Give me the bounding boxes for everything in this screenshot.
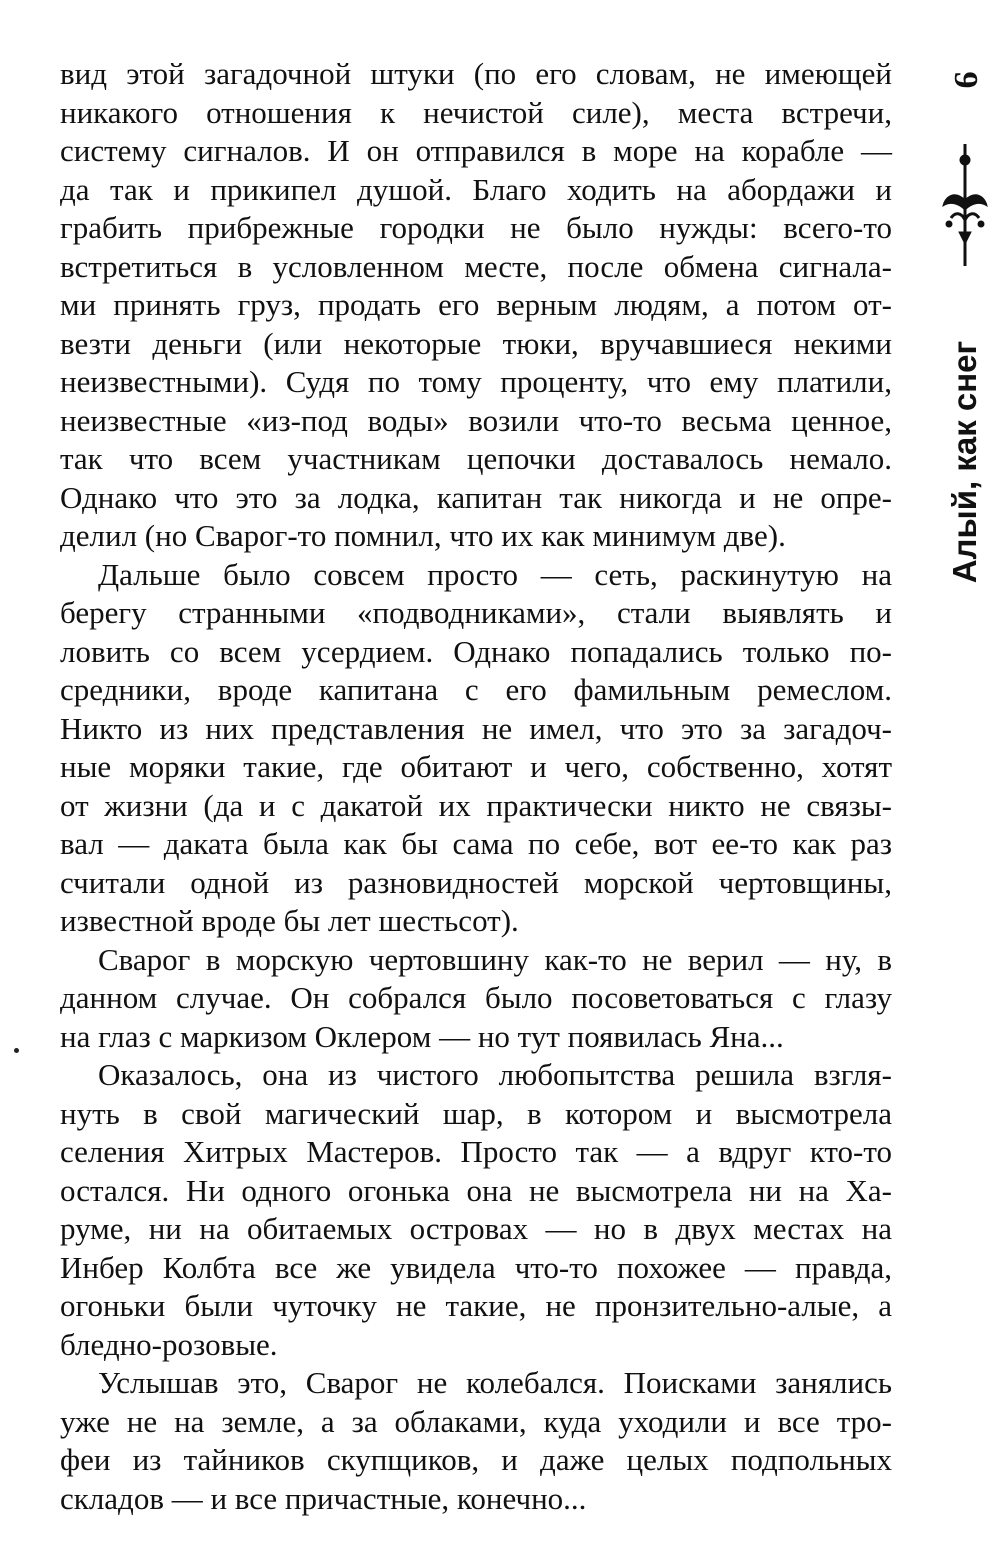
text-line: бледно-розовые. <box>60 1326 278 1362</box>
text-line: складов — и все причастные, конечно... <box>60 1480 587 1516</box>
page-number: 9 <box>947 71 984 89</box>
text-line: Сварог в морскую чертовшину как-то не верил — ну, в <box>98 941 892 977</box>
text-line: Оказалось, она из чистого любопытства решила взгля- <box>98 1057 892 1092</box>
text-line: на глаз с маркизом Оклером — но тут появилась Яна... <box>60 1018 784 1054</box>
text-line: никакого отношения к нечистой силе), места встречи, <box>60 94 892 130</box>
text-line: считали одной из разновидностей морской чертовщины, <box>60 864 892 900</box>
text-line: так что всем участникам цепочки доставалось немало. <box>60 441 892 476</box>
text-line: грабить прибрежные городки не было нужды: всего-то <box>60 210 892 245</box>
body-text <box>60 55 892 1518</box>
text-line: Услышав это, Сварог не колебался. Поисками занялись <box>98 1365 892 1400</box>
text-line: берегу странными «подводниками», стали выявлять и <box>60 595 892 630</box>
text-line: средники, вроде капитана с его фамильным ремеслом. <box>60 672 892 707</box>
text-line: данном случае. Он собрался было посоветоваться с глазу <box>60 980 892 1015</box>
paragraph-3 <box>60 941 892 1057</box>
text-line: вид этой загадочной штуки (по его словам, не имеющей <box>60 56 892 91</box>
running-title: Алый, как снег <box>946 340 983 584</box>
text-line: остался. Ни одного огонька она не высмотрела ни на Ха- <box>60 1172 892 1208</box>
text-line: везти деньги (или некоторые тюки, вручавшиеся некими <box>60 325 892 361</box>
text-line: селения Хитрых Мастеров. Просто так — а вдруг кто-то <box>60 1134 892 1169</box>
text-line: делил (но Сварог-то помнил, что их как минимум две). <box>60 518 786 553</box>
paragraph-1 <box>60 55 892 556</box>
text-line: да так и прикипел душой. Благо ходить на абордажи и <box>60 171 892 207</box>
text-line: нуть в свой магический шар, в котором и высмотрела <box>60 1095 892 1131</box>
paragraph-5 <box>60 1364 892 1518</box>
text-line: Дальше было совсем просто — сеть, раскинутую на <box>98 556 892 592</box>
text-line: феи из тайников скупщиков, и даже целых подпольных <box>60 1442 892 1477</box>
paragraph-4 <box>60 1056 892 1364</box>
text-line: Инбер Колбта все же увидела что-то похожее — правда, <box>60 1249 892 1285</box>
text-line: огоньки были чуточку не такие, не пронзительно-алые, а <box>60 1288 892 1323</box>
stray-ink-dot <box>14 1048 19 1053</box>
text-line: неизвестными). Судя по тому проценту, что ему платили, <box>60 364 892 399</box>
text-line: ные моряки такие, где обитают и чего, собственно, хотят <box>60 749 892 784</box>
text-line: уже не на земле, а за облаками, куда уходили и все тро- <box>60 1403 892 1439</box>
text-line: систему сигналов. И он отправился в море на корабле — <box>60 133 892 168</box>
text-line: известной вроде бы лет шестьсот). <box>60 903 519 938</box>
text-line: Однако что это за лодка, капитан так никогда и не опре- <box>60 479 892 515</box>
text-line: Никто из них представления не имел, что это за загадоч- <box>60 710 892 746</box>
text-line: руме, ни на обитаемых островах — но в двух местах на <box>60 1211 892 1246</box>
text-line: ловить со всем усердием. Однако попадались только по- <box>60 633 892 669</box>
text-line: ми принять груз, продать его верным людям, а потом от- <box>60 287 892 322</box>
text-line: встретиться в условленном месте, после обмена сигнала- <box>60 248 892 284</box>
text-line: от жизни (да и с дакатой их практически никто не связы- <box>60 787 892 823</box>
ornament-icon <box>937 140 993 270</box>
paragraph-2 <box>60 556 892 941</box>
text-line: вал — даката была как бы сама по себе, вот ее-то как раз <box>60 826 892 861</box>
text-line: неизвестные «из-под воды» возили что-то весьма ценное, <box>60 402 892 438</box>
margin-header <box>925 40 1000 600</box>
